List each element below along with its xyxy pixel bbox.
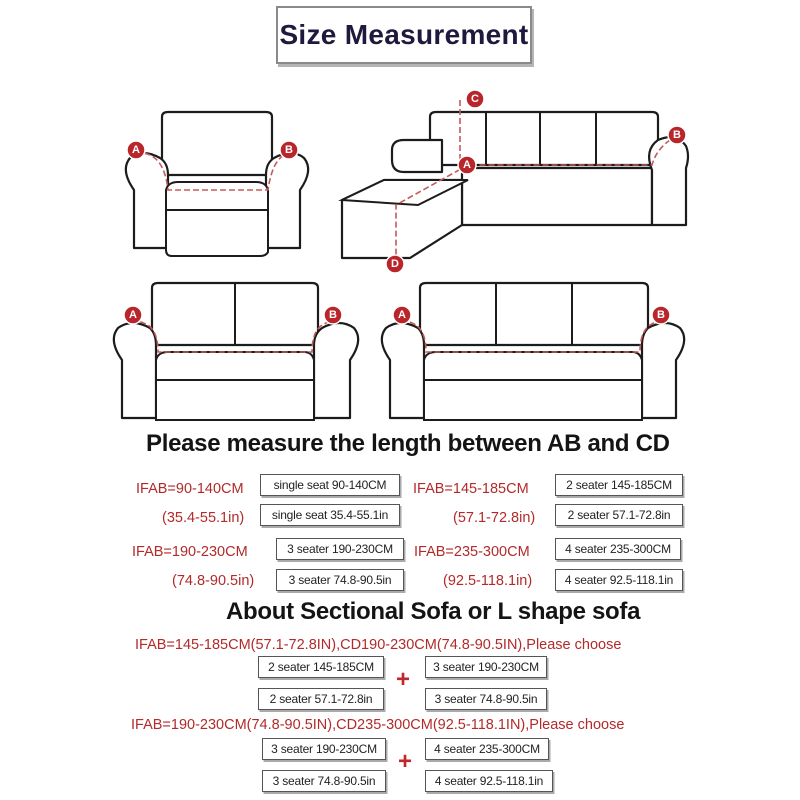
- marker-c-sectional: [466, 90, 484, 108]
- rule2-left-cm-box: 3 seater 190-230CM: [262, 738, 386, 760]
- heading-measure: Please measure the length between AB and CD: [146, 430, 670, 457]
- row2-left-cm-box: 3 seater 190-230CM: [276, 538, 404, 560]
- l-shape-sofa-diagram: [342, 100, 688, 262]
- page-title: Size Measurement: [279, 19, 529, 50]
- three-seater-diagram: [382, 283, 684, 420]
- rule2-left-in-box: 3 seater 74.8-90.5in: [262, 770, 386, 792]
- svg-text:C: C: [471, 93, 479, 105]
- row1-left-in-box: single seat 35.4-55.1in: [260, 504, 400, 526]
- sofa-diagrams: [0, 80, 800, 430]
- marker-b-loveseat: [324, 306, 342, 324]
- row1-left-if: IFAB=90-140CM: [136, 481, 244, 497]
- row2-right-in-label: (92.5-118.1in): [443, 573, 533, 589]
- svg-text:A: A: [398, 309, 406, 321]
- armchair-diagram: [126, 112, 308, 256]
- rule1-left-cm-box: 2 seater 145-185CM: [258, 656, 384, 678]
- rule2-right-cm-box: 4 seater 235-300CM: [425, 738, 549, 760]
- row1-left-in-label: (35.4-55.1in): [162, 510, 245, 526]
- row2-left-if: IFAB=190-230CM: [132, 544, 248, 560]
- marker-a-sectional: [458, 156, 476, 174]
- rule1-right-in-box: 3 seater 74.8-90.5in: [425, 688, 547, 710]
- rule1-right-cm-box: 3 seater 190-230CM: [425, 656, 547, 678]
- rule2-plus-icon: +: [398, 748, 413, 775]
- row1-right-if: IFAB=145-185CM: [413, 481, 529, 497]
- svg-text:A: A: [132, 144, 140, 156]
- marker-a-armchair: [127, 141, 145, 159]
- loveseat-diagram: [114, 283, 358, 420]
- row1-left-cm-box: single seat 90-140CM: [260, 474, 400, 496]
- sectional-rule-1: IFAB=145-185CM(57.1-72.8IN),CD190-230CM(74.8-90.5IN),Please choose: [135, 637, 622, 653]
- sectional-rule-2: IFAB=190-230CM(74.8-90.5IN),CD235-300CM(92.5-118.1IN),Please choose: [131, 717, 625, 733]
- svg-text:A: A: [129, 309, 137, 321]
- svg-text:B: B: [657, 309, 665, 321]
- marker-a-three-seater: [393, 306, 411, 324]
- marker-b-armchair: [280, 141, 298, 159]
- marker-b-three-seater: [652, 306, 670, 324]
- marker-a-loveseat: [124, 306, 142, 324]
- row2-right-in-box: 4 seater 92.5-118.1in: [555, 569, 683, 591]
- row1-right-in-label: (57.1-72.8in): [453, 510, 536, 526]
- heading-sectional: About Sectional Sofa or L shape sofa: [226, 598, 641, 625]
- svg-text:B: B: [285, 144, 293, 156]
- svg-text:B: B: [673, 129, 681, 141]
- rule2-right-in-box: 4 seater 92.5-118.1in: [425, 770, 553, 792]
- marker-b-sectional: [668, 126, 686, 144]
- rule1-plus-icon: +: [396, 666, 411, 693]
- svg-text:B: B: [329, 309, 337, 321]
- row2-right-if: IFAB=235-300CM: [414, 544, 530, 560]
- row2-left-in-label: (74.8-90.5in): [172, 573, 255, 589]
- svg-text:D: D: [391, 258, 399, 270]
- svg-text:A: A: [463, 159, 471, 171]
- row1-right-cm-box: 2 seater 145-185CM: [555, 474, 683, 496]
- marker-d-sectional: [386, 255, 404, 273]
- rule1-left-in-box: 2 seater 57.1-72.8in: [258, 688, 384, 710]
- title-box: [276, 6, 532, 64]
- row2-left-in-box: 3 seater 74.8-90.5in: [276, 569, 404, 591]
- row1-right-in-box: 2 seater 57.1-72.8in: [555, 504, 683, 526]
- row2-right-cm-box: 4 seater 235-300CM: [555, 538, 681, 560]
